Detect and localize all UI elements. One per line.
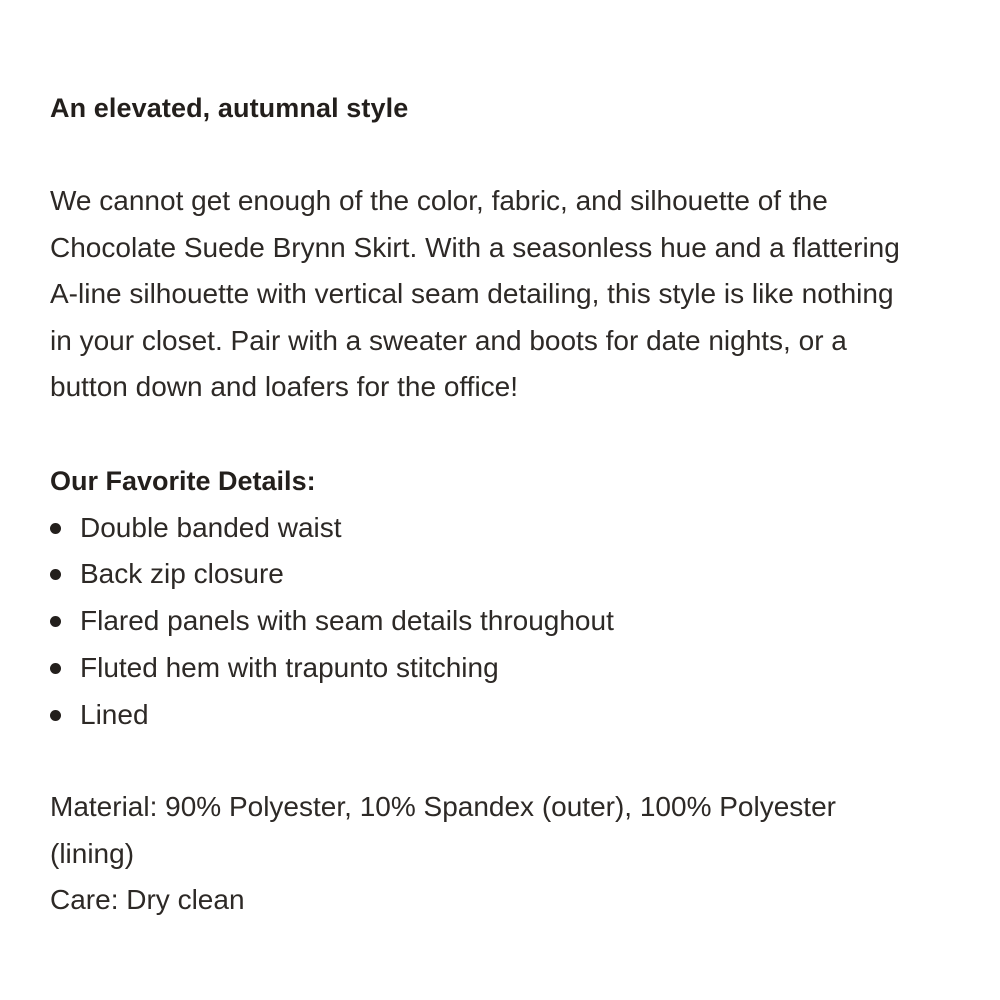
list-item [50,598,1000,645]
list-item [50,645,1000,692]
list-item [50,505,1000,552]
list-item [50,551,1000,598]
details-heading-colon: : [306,465,316,496]
list-item-label: Flared panels with seam details throughout [80,605,614,637]
list-item-label: Back zip closure [80,558,284,590]
material-care-info [50,784,1000,924]
list-item-label: Lined [80,698,149,730]
bullet-icon [50,710,61,721]
description-line: A-line silhouette with vertical seam detailing, this style is like nothing [50,278,894,309]
material-line-continued: (lining) [50,837,135,869]
list-item [50,692,1000,739]
care-line: Care: Dry clean [50,884,245,916]
list-item-label: Double banded waist [80,511,342,543]
list-item-label: Fluted hem with trapunto stitching [80,651,499,683]
details-heading-text: Our Favorite Details [50,465,307,496]
details-list [50,505,1000,739]
bullet-icon [50,616,61,627]
material-line: Material: 90% Polyester, 10% Spandex (outer), 100% Polyester [50,791,836,823]
description-line: We cannot get enough of the color, fabric, and silhouette of the [50,185,828,216]
section-heading: An elevated, autumnal style [50,93,409,123]
bullet-icon [50,569,61,580]
bullet-icon [50,523,61,534]
bullet-icon [50,663,61,674]
details-heading [50,459,1000,503]
description-paragraph [50,178,998,411]
description-line: button down and loafers for the office! [50,371,519,402]
description-line: in your closet. Pair with a sweater and boots for date nights, or a [50,324,847,356]
description-line: Chocolate Suede Brynn Skirt. With a seasonless hue and a flattering [50,231,900,263]
